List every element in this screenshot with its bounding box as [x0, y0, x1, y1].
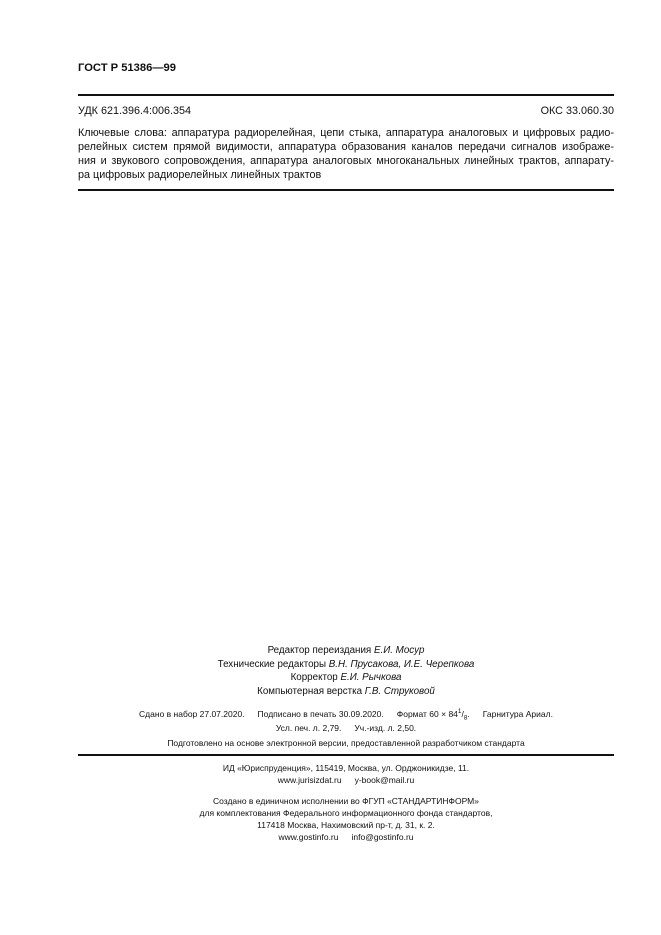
prepared-note: Подготовлено на основе электронной версии, предоставленной разработчиком стандарта [167, 738, 525, 748]
corrector-line [78, 671, 614, 685]
print-info-line [78, 708, 614, 720]
udk-code: УДК 621.396.4:006.354 [78, 105, 192, 117]
keywords-line: ра цифровых радиорелейных линейных трактов [78, 169, 322, 181]
keywords-line: Ключевые слова: аппаратура радиорелейная, цепи стыка, аппаратура аналоговых и цифровых радио- [78, 127, 614, 139]
tech-editors-names: В.Н. Прусакова, И.Е. Черепкова [328, 659, 475, 670]
keywords-rule [78, 189, 614, 191]
tech-editors-line [78, 658, 614, 672]
signed-date: Подписано в печать 30.09.2020. [257, 709, 384, 719]
editor-line [78, 644, 614, 658]
layout-label: Компьютерная верстка [257, 686, 363, 697]
publisher-email: y-book@mail.ru [354, 775, 415, 785]
bottom-rule [78, 754, 614, 756]
oks-code: ОКС 33.060.30 [540, 105, 614, 117]
corrector-name: Е.И. Рычкова [340, 672, 402, 683]
publisher-sheets: Уч.-изд. л. 2,50. [354, 723, 417, 733]
keywords-paragraph [78, 126, 614, 182]
top-rule [78, 94, 614, 96]
producer-site: www.gostinfo.ru [278, 832, 339, 842]
keywords-line: релейных систем прямой видимости, аппаратура образования каналов передачи сигналов изображе- [78, 141, 614, 153]
layout-line [78, 685, 614, 699]
paper-format: Формат $60 \times 84^1/_8$. [396, 708, 470, 722]
document-code: ГОСТ Р 51386—99 [78, 62, 176, 74]
corrector-label: Корректор [290, 672, 338, 683]
layout-name: Г.В. Струковой [364, 686, 435, 697]
publisher-site: www.jurisizdat.ru [277, 775, 342, 785]
publisher-address: ИД «Юриспруденция», 115419, Москва, ул. Орджоникидзе, 11. [222, 763, 470, 773]
producer-line: Создано в единичном исполнении во ФГУП «СТАНДАРТИНФОРМ» [212, 796, 479, 806]
publisher-contacts [78, 774, 614, 786]
typeface: Гарнитура Ариал. [482, 709, 553, 719]
print-sheets: Усл. печ. л. 2,79. [275, 723, 342, 733]
producer-line: 117418 Москва, Нахимовский пр-т, д. 31, к. 2. [257, 820, 435, 830]
producer-contacts [78, 831, 614, 843]
sheets-line [78, 722, 614, 734]
keywords-line: ния и звукового сопровождения, аппаратура аналоговых многоканальных линейных трактов, аппарату- [78, 155, 614, 167]
editor-label: Редактор переиздания [267, 645, 372, 656]
submitted-date: Сдано в набор 27.07.2020. [139, 709, 245, 719]
editor-name: Е.И. Мосур [373, 645, 425, 656]
producer-line: для комплектования Федерального информационного фонда стандартов, [199, 808, 493, 818]
tech-editors-label: Технические редакторы [217, 659, 327, 670]
producer-email: info@gostinfo.ru [351, 832, 414, 842]
